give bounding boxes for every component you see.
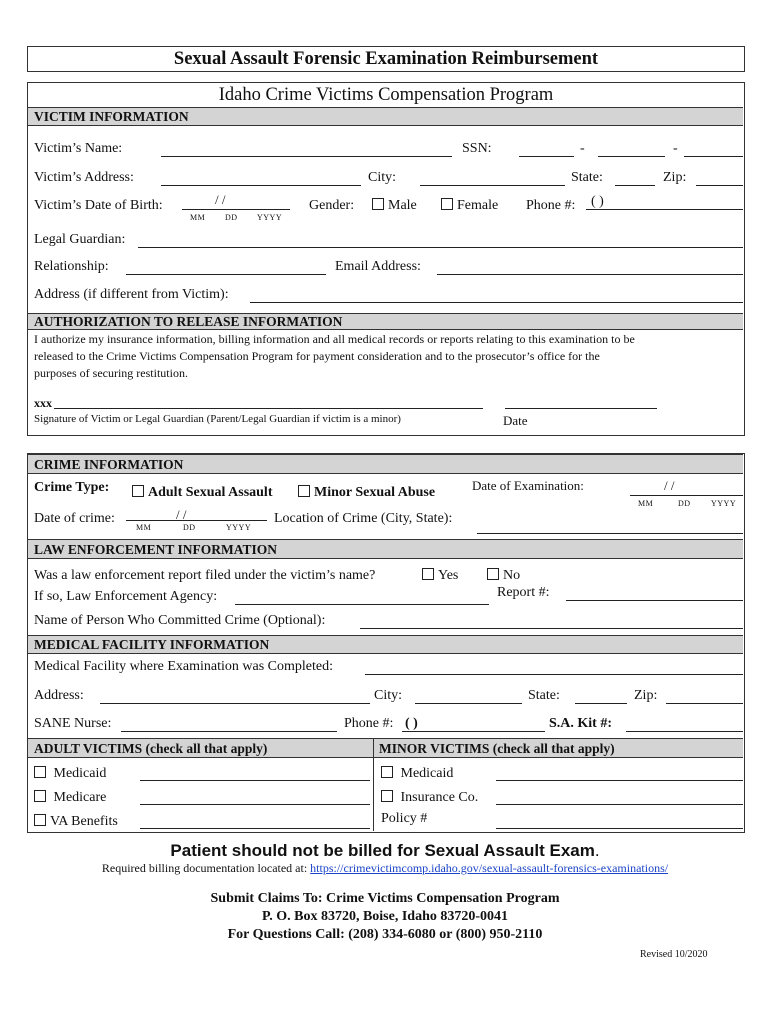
ssn-field-2[interactable] bbox=[598, 156, 665, 157]
relationship-field[interactable] bbox=[126, 274, 326, 275]
email-field[interactable] bbox=[437, 274, 743, 275]
signature-label: Signature of Victim or Legal Guardian (Parent/Legal Guardian if victim is a minor) bbox=[34, 413, 401, 425]
offender-name-field[interactable] bbox=[360, 628, 743, 629]
crime-date-label: Date of crime: bbox=[34, 511, 115, 526]
adult-va-option[interactable] bbox=[34, 814, 118, 830]
gender-female-option[interactable] bbox=[441, 198, 498, 214]
ssn-label: SSN: bbox=[462, 141, 492, 156]
crime-info-header: CRIME INFORMATION bbox=[28, 454, 743, 474]
billing-doc-link[interactable]: https://crimevictimcomp.idaho.gov/sexual-assault-forensics-examinations/ bbox=[310, 861, 669, 875]
crime-date-slashes: / / bbox=[176, 507, 187, 522]
law-agency-field[interactable] bbox=[235, 604, 489, 605]
adult-medicare-label: Medicare bbox=[53, 790, 107, 805]
adult-medicaid-field[interactable] bbox=[140, 780, 370, 781]
adult-medicaid-label: Medicaid bbox=[53, 766, 107, 781]
exam-date-yyyy: YYYY bbox=[711, 499, 737, 508]
policy-number-label: Policy # bbox=[381, 811, 428, 826]
ssn-dash-2: - bbox=[673, 141, 678, 156]
victim-zip-label: Zip: bbox=[663, 170, 687, 185]
adult-medicaid-option[interactable] bbox=[34, 766, 106, 782]
medical-state-label: State: bbox=[528, 688, 560, 703]
billing-notice-text: Patient should not be billed for Sexual Assault Exam bbox=[170, 841, 595, 860]
minor-abuse-checkbox[interactable] bbox=[298, 485, 310, 497]
medical-address-label: Address: bbox=[34, 688, 84, 703]
law-report-no-option[interactable] bbox=[487, 568, 520, 584]
billing-notice bbox=[27, 841, 743, 861]
email-label: Email Address: bbox=[335, 259, 421, 274]
medical-zip-label: Zip: bbox=[634, 688, 658, 703]
victim-city-field[interactable] bbox=[420, 185, 565, 186]
adult-assault-label: Adult Sexual Assault bbox=[148, 485, 273, 500]
exam-date-field[interactable] bbox=[630, 495, 743, 496]
adult-medicare-option[interactable] bbox=[34, 790, 106, 806]
crime-date-yyyy: YYYY bbox=[226, 523, 252, 532]
ssn-field-3[interactable] bbox=[684, 156, 743, 157]
medical-state-field[interactable] bbox=[575, 703, 627, 704]
adult-va-checkbox[interactable] bbox=[34, 814, 46, 826]
medical-address-field[interactable] bbox=[100, 703, 370, 704]
crime-date-mm: MM bbox=[136, 523, 152, 532]
victim-state-field[interactable] bbox=[615, 185, 655, 186]
medical-phone-field[interactable] bbox=[402, 731, 545, 732]
alt-address-field[interactable] bbox=[250, 302, 743, 303]
authorization-line-3: purposes of securing restitution. bbox=[34, 366, 188, 380]
victim-address-label: Victim’s Address: bbox=[34, 170, 134, 185]
adult-va-label: VA Benefits bbox=[50, 814, 118, 829]
victim-name-label: Victim’s Name: bbox=[34, 141, 123, 156]
guardian-field[interactable] bbox=[138, 247, 743, 248]
ssn-dash-1: - bbox=[580, 141, 585, 156]
minor-insurance-field[interactable] bbox=[496, 804, 743, 805]
law-report-question: Was a law enforcement report filed under the victim’s name? bbox=[34, 568, 376, 583]
adult-va-field[interactable] bbox=[140, 828, 370, 829]
victim-city-label: City: bbox=[368, 170, 397, 185]
signature-date-label: Date bbox=[503, 413, 528, 428]
crime-date-dd: DD bbox=[183, 523, 196, 532]
crime-date-field[interactable] bbox=[126, 520, 267, 521]
dob-label: Victim’s Date of Birth: bbox=[34, 198, 163, 213]
victim-name-field[interactable] bbox=[161, 156, 452, 157]
ssn-field-1[interactable] bbox=[519, 156, 574, 157]
policy-number-field[interactable] bbox=[496, 828, 743, 829]
medical-facility-field[interactable] bbox=[365, 674, 743, 675]
law-report-yes-checkbox[interactable] bbox=[422, 568, 434, 580]
minor-medicaid-field[interactable] bbox=[496, 780, 743, 781]
female-label: Female bbox=[457, 198, 499, 213]
offender-name-label: Name of Person Who Committed Crime (Optional): bbox=[34, 613, 326, 628]
billing-notice-period: . bbox=[594, 841, 600, 860]
crime-location-label: Location of Crime (City, State): bbox=[274, 511, 453, 526]
male-label: Male bbox=[388, 198, 417, 213]
gender-label: Gender: bbox=[309, 198, 355, 213]
submit-claims: Submit Claims To: Crime Victims Compensation Program bbox=[210, 891, 560, 906]
sane-nurse-label: SANE Nurse: bbox=[34, 716, 112, 731]
victim-zip-field[interactable] bbox=[696, 185, 743, 186]
dob-field[interactable] bbox=[182, 209, 290, 210]
kit-number-label: S.A. Kit #: bbox=[549, 716, 612, 731]
crime-type-minor-option[interactable] bbox=[298, 485, 435, 501]
medical-city-field[interactable] bbox=[415, 703, 522, 704]
authorization-line-1: I authorize my insurance information, billing information and all medical records or reports relating to this examination to be bbox=[34, 332, 635, 346]
medical-zip-field[interactable] bbox=[666, 703, 743, 704]
minor-insurance-option[interactable] bbox=[381, 790, 478, 806]
law-report-no-checkbox[interactable] bbox=[487, 568, 499, 580]
female-checkbox[interactable] bbox=[441, 198, 453, 210]
adult-victims-header: ADULT VICTIMS (check all that apply) bbox=[28, 738, 373, 758]
victim-info-header: VICTIM INFORMATION bbox=[28, 107, 743, 126]
exam-date-dd: DD bbox=[678, 499, 691, 508]
victim-phone-paren: ( ) bbox=[591, 194, 604, 209]
exam-date-slashes: / / bbox=[664, 478, 675, 493]
crime-type-adult-option[interactable] bbox=[132, 485, 272, 501]
minor-medicaid-checkbox[interactable] bbox=[381, 766, 393, 778]
relationship-label: Relationship: bbox=[34, 259, 109, 274]
male-checkbox[interactable] bbox=[372, 198, 384, 210]
authorization-line-2: released to the Crime Victims Compensation Program for payment consideration and to the prosecutor’s office for the bbox=[34, 349, 600, 363]
signature-field[interactable] bbox=[54, 408, 483, 409]
adult-medicaid-checkbox[interactable] bbox=[34, 766, 46, 778]
po-box: P. O. Box 83720, Boise, Idaho 83720-0041 bbox=[261, 909, 509, 924]
signature-xxx: xxx bbox=[34, 396, 52, 410]
report-number-field[interactable] bbox=[566, 600, 743, 601]
law-report-yes-label: Yes bbox=[438, 568, 459, 583]
revised-date: Revised 10/2020 bbox=[640, 949, 708, 960]
medical-city-label: City: bbox=[374, 688, 403, 703]
questions-phone: For Questions Call: (208) 334-6080 or (800) 950-2110 bbox=[227, 927, 543, 942]
gender-male-option[interactable] bbox=[372, 198, 417, 214]
law-agency-label: If so, Law Enforcement Agency: bbox=[34, 589, 218, 604]
law-report-no-label: No bbox=[503, 568, 521, 583]
exam-date-mm: MM bbox=[638, 499, 654, 508]
medical-phone-paren: ( ) bbox=[405, 716, 418, 731]
billing-doc-label: Required billing documentation located at: bbox=[101, 861, 308, 875]
victim-phone-label: Phone #: bbox=[526, 198, 576, 213]
adult-assault-checkbox[interactable] bbox=[132, 485, 144, 497]
crime-type-label: Crime Type: bbox=[34, 480, 110, 495]
kit-number-field[interactable] bbox=[626, 731, 743, 732]
law-report-yes-option[interactable] bbox=[422, 568, 458, 584]
medical-phone-label: Phone #: bbox=[344, 716, 394, 731]
minor-insurance-label: Insurance Co. bbox=[400, 790, 479, 805]
minor-insurance-checkbox[interactable] bbox=[381, 790, 393, 802]
victim-address-field[interactable] bbox=[161, 185, 361, 186]
guardian-label: Legal Guardian: bbox=[34, 232, 126, 247]
dob-yyyy: YYYY bbox=[257, 213, 283, 222]
minor-medicaid-option[interactable] bbox=[381, 766, 453, 782]
minor-medicaid-label: Medicaid bbox=[400, 766, 454, 781]
alt-address-label: Address (if different from Victim): bbox=[34, 287, 229, 302]
dob-mm: MM bbox=[190, 213, 206, 222]
adult-medicare-field[interactable] bbox=[140, 804, 370, 805]
exam-date-label: Date of Examination: bbox=[472, 478, 584, 493]
minor-victims-header: MINOR VICTIMS (check all that apply) bbox=[373, 738, 743, 758]
program-subtitle: Idaho Crime Victims Compensation Program bbox=[218, 85, 554, 105]
minor-abuse-label: Minor Sexual Abuse bbox=[314, 485, 436, 500]
crime-location-field[interactable] bbox=[477, 533, 743, 534]
dob-dd: DD bbox=[225, 213, 238, 222]
dob-slashes: / / bbox=[215, 192, 226, 207]
victim-phone-field[interactable] bbox=[586, 209, 743, 210]
medical-facility-header: MEDICAL FACILITY INFORMATION bbox=[28, 635, 743, 654]
adult-medicare-checkbox[interactable] bbox=[34, 790, 46, 802]
report-number-label: Report #: bbox=[497, 585, 550, 600]
billing-documentation bbox=[27, 861, 743, 876]
victims-divider bbox=[373, 738, 374, 831]
law-enforcement-header: LAW ENFORCEMENT INFORMATION bbox=[28, 539, 743, 559]
form-title: Sexual Assault Forensic Examination Reimbursement bbox=[173, 49, 599, 69]
authorization-header: AUTHORIZATION TO RELEASE INFORMATION bbox=[28, 313, 743, 330]
victim-state-label: State: bbox=[571, 170, 603, 185]
signature-date-field[interactable] bbox=[505, 408, 657, 409]
sane-nurse-field[interactable] bbox=[121, 731, 337, 732]
medical-facility-label: Medical Facility where Examination was Completed: bbox=[34, 659, 333, 674]
